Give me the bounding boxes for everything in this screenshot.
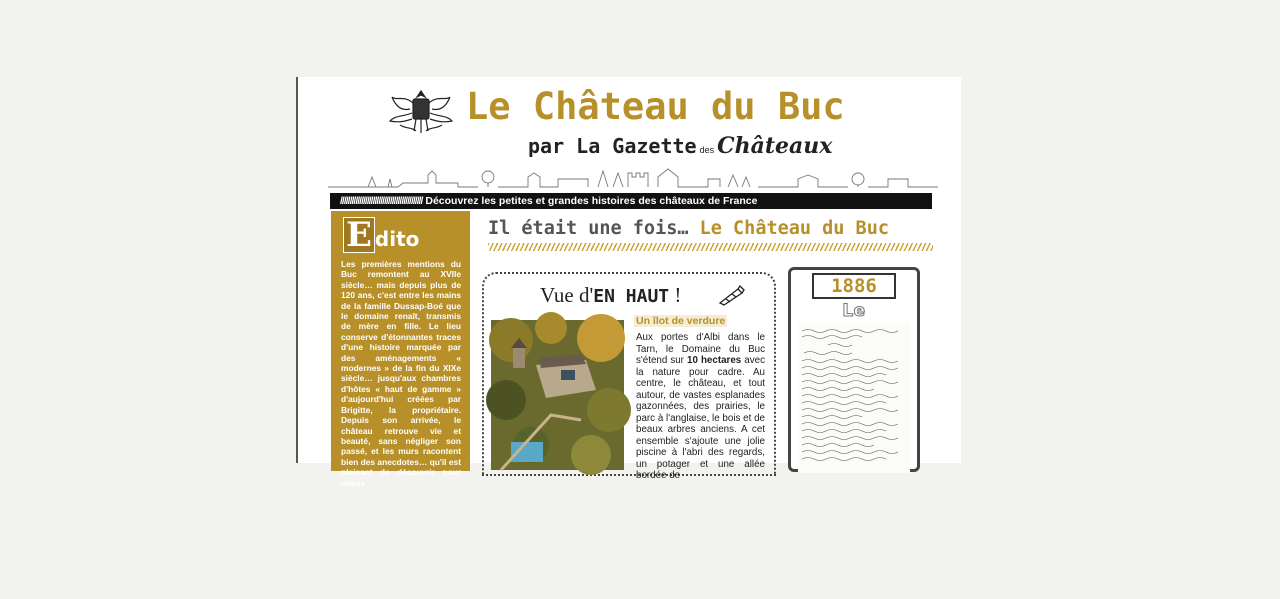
chiffre-box (788, 267, 920, 472)
spyglass-icon (716, 283, 746, 307)
coat-of-arms-icon (386, 87, 456, 135)
tagline-banner (330, 193, 932, 209)
vue-title-prefix: Vue d' (540, 283, 594, 307)
brand-logo-text: Châteaux (717, 133, 833, 159)
manuscript-image (798, 323, 910, 473)
section-heading-grey: Il était une fois… (488, 218, 689, 239)
chiffre-year: 1886 (831, 275, 877, 297)
vue-text-part-1: Aux portes d'Albi dans le Tarn, le Domaine du Buc s'étend sur (636, 332, 765, 366)
vue-title-suffix: ! (669, 283, 682, 307)
castle-skyline-icon (328, 161, 938, 191)
section-heading-gold: Le Château du Buc (699, 218, 889, 239)
edito-text: Les premières mentions du Buc remontent au XVIIe siècle… mais depuis plus de 120 ans, c'est entre les mains de la famille Dussap-Boé que le domaine renaît, transmis de mère en fille. Le lieu conserve d'étonnantes traces d'une histoire marquée par des aménagements « modernes » de la fin du XIXe siècle… jusqu'aux chambres d'hôtes « haut de gamme » d'aujourd'hui créées par Brigitte, la propriétaire. Depuis son arrivée, le château retrouve vie et beauté, sans négliger son passé, et les murs racontent bien des anecdotes… qu'il est plaisant de découvrir pour mieux (341, 259, 461, 488)
subtitle-des: des (699, 145, 715, 155)
heading-rule (488, 243, 933, 251)
vue-title (540, 283, 681, 308)
banner-text: Découvrez les petites et grandes histoires des châteaux de France (425, 195, 758, 207)
vue-text (636, 332, 765, 482)
year-plate (812, 273, 896, 299)
edito-initial: E (343, 217, 375, 253)
vue-title-bold: EN HAUT (593, 286, 670, 307)
subtitle-prefix: par La Gazette (528, 134, 697, 158)
magazine-page (296, 77, 961, 488)
section-heading (488, 218, 889, 239)
page-subtitle (528, 133, 832, 159)
edito-title-rest: dito (374, 227, 420, 251)
chateau-aerial-photo (491, 320, 624, 470)
page-title: Le Château du Buc (466, 85, 845, 128)
vue-text-part-2: avec la nature pour cadre. Au centre, le château, et tout autour, de vastes esplanades gazonnées, des prairies, le parc à l'anglaise, le bois et de beaux arbres anciens. A cet ensemble s'ajoute une jolie piscine à l'abri des regards, un potager et une allée bordée de (636, 355, 765, 481)
edito-title (343, 217, 463, 253)
banner-decoration: /////////////////////////////////////////// (340, 195, 423, 207)
edito-column (331, 211, 470, 488)
vue-subheading: Un îlot de verdure (636, 315, 726, 327)
vue-text-bold: 10 hectares (687, 355, 742, 366)
chiffre-label: Le (842, 301, 866, 321)
